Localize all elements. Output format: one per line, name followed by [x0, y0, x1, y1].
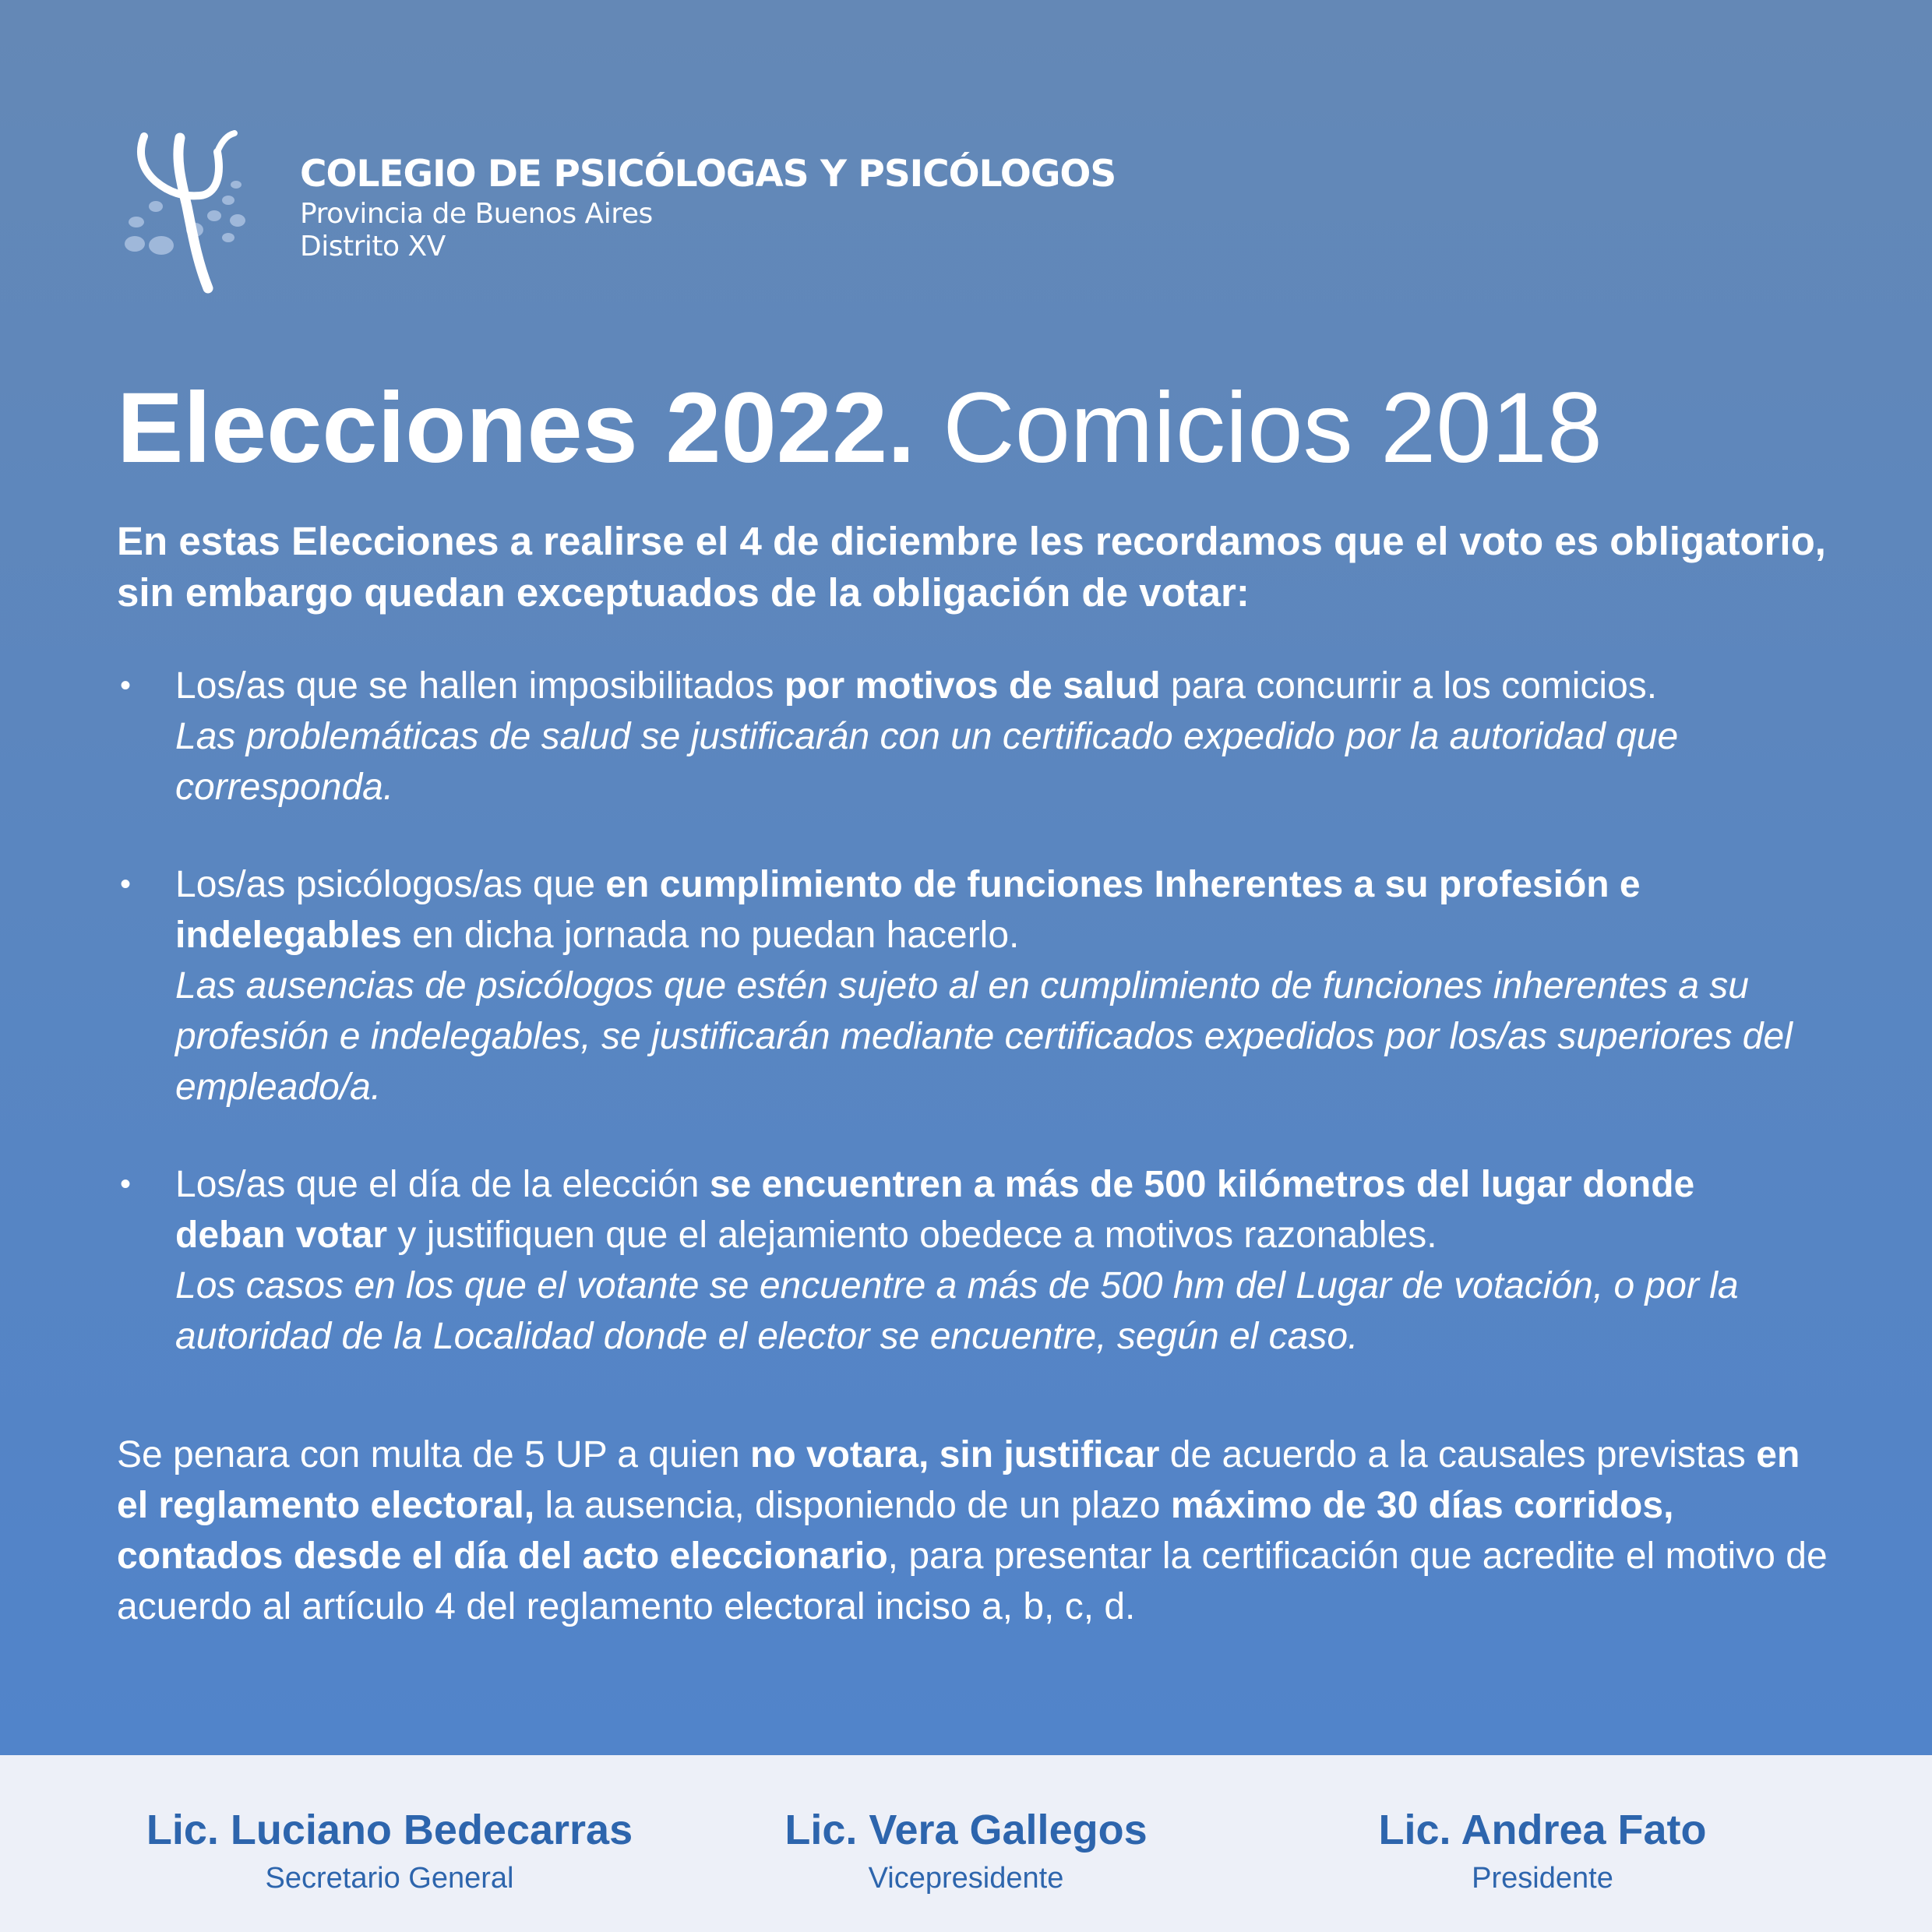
title-light: Comicios 2018 — [943, 372, 1602, 484]
organization-district: Distrito XV — [300, 231, 446, 263]
organization-name: COLEGIO DE PSICÓLOGAS Y PSICÓLOGOS — [300, 153, 1116, 196]
penalty-bold: en el reglamento electoral, — [117, 1434, 1800, 1526]
exception-pre: Los/as psicólogos/as que — [175, 864, 606, 905]
exception-pre: Los/as que el día de la elección — [175, 1164, 710, 1205]
psi-logo-icon — [113, 129, 277, 296]
bullet-icon: • — [120, 1167, 132, 1201]
signature-secretary — [125, 1806, 654, 1895]
exception-post: en dicha jornada no puedan hacerlo. — [401, 915, 1020, 956]
penalty-bold: no votara, sin justificar — [750, 1434, 1160, 1475]
signature-name: Lic. Vera Gallegos — [784, 1807, 1148, 1853]
organization-header — [113, 129, 1116, 300]
exception-bold: se encuentren a más de 500 kilómetros del lugar donde deban votar — [175, 1164, 1695, 1256]
exception-text — [175, 859, 1807, 961]
exception-bold: en cumplimiento de funciones Inherentes a su profesión e indelegables — [175, 864, 1641, 956]
exception-note: Las problemáticas de salud se justificarán con un certificado expedido por la autoridad que corresponda. — [175, 716, 1679, 808]
penalty-bold: máximo de 30 días corridos, contados desde el día del acto eleccionario — [117, 1485, 1674, 1577]
penalty-text: de acuerdo a la causales previstas — [1159, 1434, 1757, 1475]
exception-note: Las ausencias de psicólogos que estén sujeto al en cumplimiento de funciones inherentes a su profesión e indelegables, se justificarán mediante certificados expedidos por los/as superiores del empleado/a. — [175, 965, 1793, 1108]
signature-role: Secretario General — [265, 1862, 514, 1895]
organization-province: Provincia de Buenos Aires — [300, 198, 653, 230]
intro-paragraph: En estas Elecciones a realirse el 4 de diciembre les recordamos que el voto es obligatorio, sin embargo quedan exceptuados de la obligación de votar: — [117, 519, 1826, 615]
bullet-icon: • — [120, 668, 132, 703]
penalty-text: , para presentar la certificación que acredite el motivo de acuerdo al artículo 4 del reglamento electoral inciso a, b, c, d. — [117, 1535, 1828, 1627]
page-title — [117, 374, 1602, 484]
exception-note: Los casos en los que el votante se encuentre a más de 500 hm del Lugar de votación, o por la autoridad de la Localidad donde el elector se encuentre, según el caso. — [175, 1265, 1739, 1357]
title-bold: Elecciones 2022. — [117, 372, 915, 484]
exception-text — [175, 661, 1807, 711]
signature-president — [1278, 1806, 1807, 1895]
exception-pre: Los/as que se hallen imposibilitados — [175, 665, 784, 707]
exception-post: y justifiquen que el alejamiento obedece a motivos razonables. — [387, 1215, 1437, 1256]
exceptions-list — [117, 661, 1807, 1408]
list-item — [117, 1159, 1807, 1362]
signatures-footer — [0, 1755, 1932, 1932]
signature-role: Vicepresidente — [868, 1862, 1064, 1895]
exception-post: para concurrir a los comicios. — [1160, 665, 1658, 707]
signature-name: Lic. Luciano Bedecarras — [146, 1807, 633, 1853]
signature-vicepresident — [701, 1806, 1231, 1895]
bullet-icon: • — [120, 867, 132, 901]
penalty-text: la ausencia, disponiendo de un plazo — [534, 1485, 1171, 1526]
organization-text — [300, 153, 1116, 263]
list-item — [117, 661, 1807, 813]
exception-text — [175, 1159, 1807, 1260]
list-item — [117, 859, 1807, 1112]
signature-name: Lic. Andrea Fato — [1378, 1807, 1707, 1853]
exception-bold: por motivos de salud — [784, 665, 1161, 707]
penalty-text: Se penara con multa de 5 UP a quien — [117, 1434, 750, 1475]
signature-role: Presidente — [1472, 1862, 1613, 1895]
penalty-paragraph — [117, 1430, 1831, 1632]
